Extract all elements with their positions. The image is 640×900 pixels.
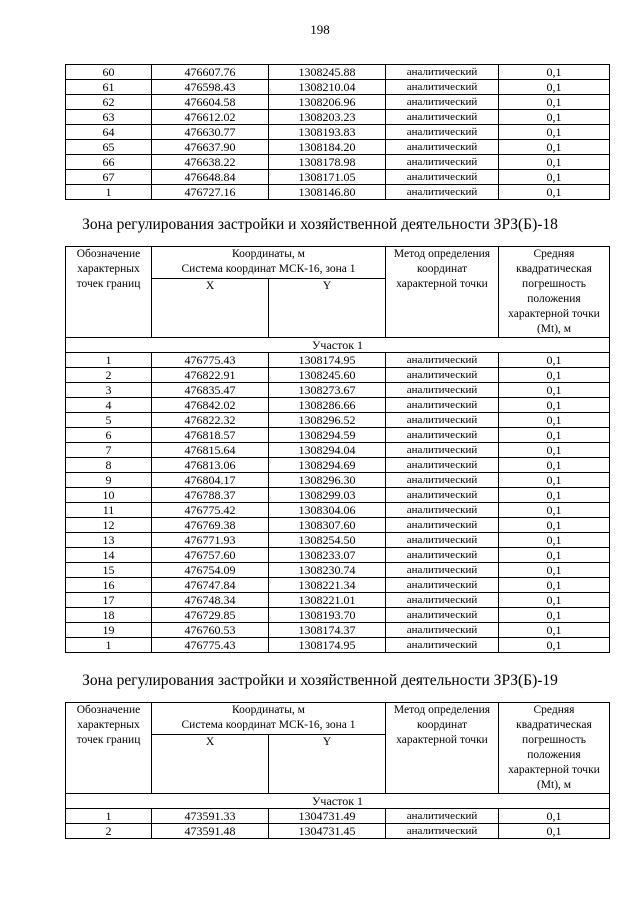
x-coordinate-cell: 476788.37 bbox=[152, 488, 269, 503]
table-row bbox=[66, 95, 610, 110]
point-number-cell: 66 bbox=[66, 155, 152, 170]
point-number-cell: 1 bbox=[66, 353, 152, 368]
method-cell: аналитический bbox=[386, 353, 499, 368]
y-coordinate-cell: 1308174.95 bbox=[269, 353, 386, 368]
y-coordinate-cell: 1308210.04 bbox=[269, 80, 386, 95]
error-cell: 0,1 bbox=[499, 578, 610, 593]
table-row bbox=[66, 563, 610, 578]
zone-18-table bbox=[65, 246, 610, 653]
method-cell: аналитический bbox=[386, 398, 499, 413]
x-coordinate-cell: 476822.91 bbox=[152, 368, 269, 383]
table-row bbox=[66, 125, 610, 140]
point-number-cell: 62 bbox=[66, 95, 152, 110]
error-cell: 0,1 bbox=[499, 368, 610, 383]
table-row bbox=[66, 185, 610, 200]
x-coordinate-cell: 476648.84 bbox=[152, 170, 269, 185]
y-coordinate-cell: 1308245.60 bbox=[269, 368, 386, 383]
point-number-cell: 10 bbox=[66, 488, 152, 503]
method-cell: аналитический bbox=[386, 95, 499, 110]
method-cell: аналитический bbox=[386, 413, 499, 428]
error-cell: 0,1 bbox=[499, 353, 610, 368]
x-coordinate-cell: 476754.09 bbox=[152, 563, 269, 578]
header-designation: Обозначение характерных точек границ bbox=[66, 703, 152, 794]
table-row bbox=[66, 398, 610, 413]
header-error: Средняя квадратическая погрешность положения характерной точки (Mt), м bbox=[499, 703, 610, 794]
table-row bbox=[66, 428, 610, 443]
y-coordinate-cell: 1308296.30 bbox=[269, 473, 386, 488]
x-coordinate-cell: 476842.02 bbox=[152, 398, 269, 413]
table-row bbox=[66, 578, 610, 593]
method-cell: аналитический bbox=[386, 638, 499, 653]
x-coordinate-cell: 473591.48 bbox=[152, 824, 269, 839]
x-coordinate-cell: 473591.33 bbox=[152, 809, 269, 824]
header-y: Y bbox=[269, 735, 386, 794]
header-coordinates: Координаты, м Система координат МСК-16, зона 1 bbox=[152, 247, 386, 279]
point-number-cell: 14 bbox=[66, 548, 152, 563]
point-number-cell: 12 bbox=[66, 518, 152, 533]
error-cell: 0,1 bbox=[499, 563, 610, 578]
point-number-cell: 63 bbox=[66, 110, 152, 125]
header-error: Средняя квадратическая погрешность положения характерной точки (Mt), м bbox=[499, 247, 610, 338]
method-cell: аналитический bbox=[386, 503, 499, 518]
x-coordinate-cell: 476598.43 bbox=[152, 80, 269, 95]
method-cell: аналитический bbox=[386, 185, 499, 200]
error-cell: 0,1 bbox=[499, 593, 610, 608]
table-row bbox=[66, 170, 610, 185]
error-cell: 0,1 bbox=[499, 488, 610, 503]
y-coordinate-cell: 1308254.50 bbox=[269, 533, 386, 548]
y-coordinate-cell: 1308174.37 bbox=[269, 623, 386, 638]
y-coordinate-cell: 1308184.20 bbox=[269, 140, 386, 155]
header-x: X bbox=[152, 279, 269, 338]
x-coordinate-cell: 476757.60 bbox=[152, 548, 269, 563]
error-cell: 0,1 bbox=[499, 608, 610, 623]
table-row bbox=[66, 503, 610, 518]
y-coordinate-cell: 1308230.74 bbox=[269, 563, 386, 578]
point-number-cell: 11 bbox=[66, 503, 152, 518]
method-cell: аналитический bbox=[386, 110, 499, 125]
point-number-cell: 15 bbox=[66, 563, 152, 578]
method-cell: аналитический bbox=[386, 170, 499, 185]
point-number-cell: 2 bbox=[66, 824, 152, 839]
section-label: Участок 1 bbox=[66, 794, 610, 809]
error-cell: 0,1 bbox=[499, 638, 610, 653]
method-cell: аналитический bbox=[386, 383, 499, 398]
error-cell: 0,1 bbox=[499, 95, 610, 110]
point-number-cell: 7 bbox=[66, 443, 152, 458]
table-row bbox=[66, 110, 610, 125]
point-number-cell: 64 bbox=[66, 125, 152, 140]
method-cell: аналитический bbox=[386, 140, 499, 155]
y-coordinate-cell: 1308296.52 bbox=[269, 413, 386, 428]
y-coordinate-cell: 1308193.70 bbox=[269, 608, 386, 623]
x-coordinate-cell: 476727.16 bbox=[152, 185, 269, 200]
error-cell: 0,1 bbox=[499, 80, 610, 95]
zone-19-title: Зона регулирования застройки и хозяйственной деятельности ЗРЗ(Б)-19 bbox=[82, 672, 558, 689]
header-method: Метод определения координат характерной точки bbox=[386, 247, 499, 338]
table-row bbox=[66, 608, 610, 623]
error-cell: 0,1 bbox=[499, 110, 610, 125]
y-coordinate-cell: 1308245.88 bbox=[269, 65, 386, 80]
table-row bbox=[66, 473, 610, 488]
error-cell: 0,1 bbox=[499, 824, 610, 839]
header-x: X bbox=[152, 735, 269, 794]
y-coordinate-cell: 1308233.07 bbox=[269, 548, 386, 563]
error-cell: 0,1 bbox=[499, 398, 610, 413]
x-coordinate-cell: 476769.38 bbox=[152, 518, 269, 533]
y-coordinate-cell: 1308304.06 bbox=[269, 503, 386, 518]
point-number-cell: 61 bbox=[66, 80, 152, 95]
header-method: Метод определения координат характерной точки bbox=[386, 703, 499, 794]
table-row bbox=[66, 383, 610, 398]
point-number-cell: 3 bbox=[66, 383, 152, 398]
error-cell: 0,1 bbox=[499, 125, 610, 140]
method-cell: аналитический bbox=[386, 65, 499, 80]
table-row bbox=[66, 155, 610, 170]
y-coordinate-cell: 1308221.01 bbox=[269, 593, 386, 608]
y-coordinate-cell: 1308206.96 bbox=[269, 95, 386, 110]
y-coordinate-cell: 1308178.98 bbox=[269, 155, 386, 170]
y-coordinate-cell: 1308146.80 bbox=[269, 185, 386, 200]
method-cell: аналитический bbox=[386, 473, 499, 488]
y-coordinate-cell: 1308307.60 bbox=[269, 518, 386, 533]
method-cell: аналитический bbox=[386, 443, 499, 458]
x-coordinate-cell: 476729.85 bbox=[152, 608, 269, 623]
method-cell: аналитический bbox=[386, 458, 499, 473]
method-cell: аналитический bbox=[386, 428, 499, 443]
method-cell: аналитический bbox=[386, 548, 499, 563]
table-row bbox=[66, 623, 610, 638]
error-cell: 0,1 bbox=[499, 170, 610, 185]
error-cell: 0,1 bbox=[499, 533, 610, 548]
error-cell: 0,1 bbox=[499, 155, 610, 170]
method-cell: аналитический bbox=[386, 488, 499, 503]
table-row bbox=[66, 140, 610, 155]
point-number-cell: 65 bbox=[66, 140, 152, 155]
table-row bbox=[66, 593, 610, 608]
y-coordinate-cell: 1308286.66 bbox=[269, 398, 386, 413]
x-coordinate-cell: 476775.42 bbox=[152, 503, 269, 518]
y-coordinate-cell: 1308203.23 bbox=[269, 110, 386, 125]
table-row bbox=[66, 353, 610, 368]
method-cell: аналитический bbox=[386, 623, 499, 638]
method-cell: аналитический bbox=[386, 155, 499, 170]
y-coordinate-cell: 1304731.45 bbox=[269, 824, 386, 839]
zone-18-title: Зона регулирования застройки и хозяйственной деятельности ЗРЗ(Б)-18 bbox=[82, 216, 558, 233]
x-coordinate-cell: 476775.43 bbox=[152, 638, 269, 653]
x-coordinate-cell: 476775.43 bbox=[152, 353, 269, 368]
y-coordinate-cell: 1308193.83 bbox=[269, 125, 386, 140]
point-number-cell: 6 bbox=[66, 428, 152, 443]
point-number-cell: 2 bbox=[66, 368, 152, 383]
x-coordinate-cell: 476815.64 bbox=[152, 443, 269, 458]
table-row bbox=[66, 368, 610, 383]
error-cell: 0,1 bbox=[499, 623, 610, 638]
x-coordinate-cell: 476760.53 bbox=[152, 623, 269, 638]
point-number-cell: 4 bbox=[66, 398, 152, 413]
header-designation: Обозначение характерных точек границ bbox=[66, 247, 152, 338]
y-coordinate-cell: 1308299.03 bbox=[269, 488, 386, 503]
point-number-cell: 19 bbox=[66, 623, 152, 638]
method-cell: аналитический bbox=[386, 125, 499, 140]
method-cell: аналитический bbox=[386, 533, 499, 548]
y-coordinate-cell: 1308294.59 bbox=[269, 428, 386, 443]
x-coordinate-cell: 476638.22 bbox=[152, 155, 269, 170]
x-coordinate-cell: 476607.76 bbox=[152, 65, 269, 80]
y-coordinate-cell: 1308174.95 bbox=[269, 638, 386, 653]
point-number-cell: 67 bbox=[66, 170, 152, 185]
method-cell: аналитический bbox=[386, 518, 499, 533]
table-row bbox=[66, 488, 610, 503]
error-cell: 0,1 bbox=[499, 185, 610, 200]
error-cell: 0,1 bbox=[499, 140, 610, 155]
y-coordinate-cell: 1308294.04 bbox=[269, 443, 386, 458]
error-cell: 0,1 bbox=[499, 548, 610, 563]
x-coordinate-cell: 476804.17 bbox=[152, 473, 269, 488]
error-cell: 0,1 bbox=[499, 413, 610, 428]
y-coordinate-cell: 1308171.05 bbox=[269, 170, 386, 185]
error-cell: 0,1 bbox=[499, 473, 610, 488]
x-coordinate-cell: 476771.93 bbox=[152, 533, 269, 548]
table-row bbox=[66, 824, 610, 839]
error-cell: 0,1 bbox=[499, 503, 610, 518]
table-row bbox=[66, 65, 610, 80]
x-coordinate-cell: 476630.77 bbox=[152, 125, 269, 140]
x-coordinate-cell: 476835.47 bbox=[152, 383, 269, 398]
error-cell: 0,1 bbox=[499, 428, 610, 443]
x-coordinate-cell: 476818.57 bbox=[152, 428, 269, 443]
page-number: 198 bbox=[310, 22, 330, 37]
error-cell: 0,1 bbox=[499, 383, 610, 398]
point-number-cell: 1 bbox=[66, 638, 152, 653]
error-cell: 0,1 bbox=[499, 65, 610, 80]
header-y: Y bbox=[269, 279, 386, 338]
point-number-cell: 8 bbox=[66, 458, 152, 473]
method-cell: аналитический bbox=[386, 368, 499, 383]
error-cell: 0,1 bbox=[499, 809, 610, 824]
table-row bbox=[66, 458, 610, 473]
point-number-cell: 17 bbox=[66, 593, 152, 608]
x-coordinate-cell: 476748.34 bbox=[152, 593, 269, 608]
point-number-cell: 13 bbox=[66, 533, 152, 548]
method-cell: аналитический bbox=[386, 809, 499, 824]
error-cell: 0,1 bbox=[499, 458, 610, 473]
x-coordinate-cell: 476637.90 bbox=[152, 140, 269, 155]
y-coordinate-cell: 1308294.69 bbox=[269, 458, 386, 473]
y-coordinate-cell: 1308221.34 bbox=[269, 578, 386, 593]
point-number-cell: 5 bbox=[66, 413, 152, 428]
method-cell: аналитический bbox=[386, 824, 499, 839]
error-cell: 0,1 bbox=[499, 518, 610, 533]
y-coordinate-cell: 1304731.49 bbox=[269, 809, 386, 824]
method-cell: аналитический bbox=[386, 608, 499, 623]
point-number-cell: 1 bbox=[66, 185, 152, 200]
point-number-cell: 1 bbox=[66, 809, 152, 824]
x-coordinate-cell: 476747.84 bbox=[152, 578, 269, 593]
error-cell: 0,1 bbox=[499, 443, 610, 458]
point-number-cell: 16 bbox=[66, 578, 152, 593]
table-row bbox=[66, 518, 610, 533]
x-coordinate-cell: 476822.32 bbox=[152, 413, 269, 428]
table-row bbox=[66, 413, 610, 428]
x-coordinate-cell: 476813.06 bbox=[152, 458, 269, 473]
table-row bbox=[66, 80, 610, 95]
method-cell: аналитический bbox=[386, 80, 499, 95]
header-coordinates: Координаты, м Система координат МСК-16, зона 1 bbox=[152, 703, 386, 735]
x-coordinate-cell: 476612.02 bbox=[152, 110, 269, 125]
x-coordinate-cell: 476604.58 bbox=[152, 95, 269, 110]
zone-19-table bbox=[65, 702, 610, 839]
section-label: Участок 1 bbox=[66, 338, 610, 353]
table-row bbox=[66, 548, 610, 563]
point-number-cell: 9 bbox=[66, 473, 152, 488]
table-row bbox=[66, 809, 610, 824]
table-row bbox=[66, 443, 610, 458]
table-row bbox=[66, 638, 610, 653]
coordinates-table-continued bbox=[65, 64, 610, 200]
method-cell: аналитический bbox=[386, 593, 499, 608]
y-coordinate-cell: 1308273.67 bbox=[269, 383, 386, 398]
method-cell: аналитический bbox=[386, 563, 499, 578]
point-number-cell: 18 bbox=[66, 608, 152, 623]
point-number-cell: 60 bbox=[66, 65, 152, 80]
method-cell: аналитический bbox=[386, 578, 499, 593]
table-row bbox=[66, 533, 610, 548]
